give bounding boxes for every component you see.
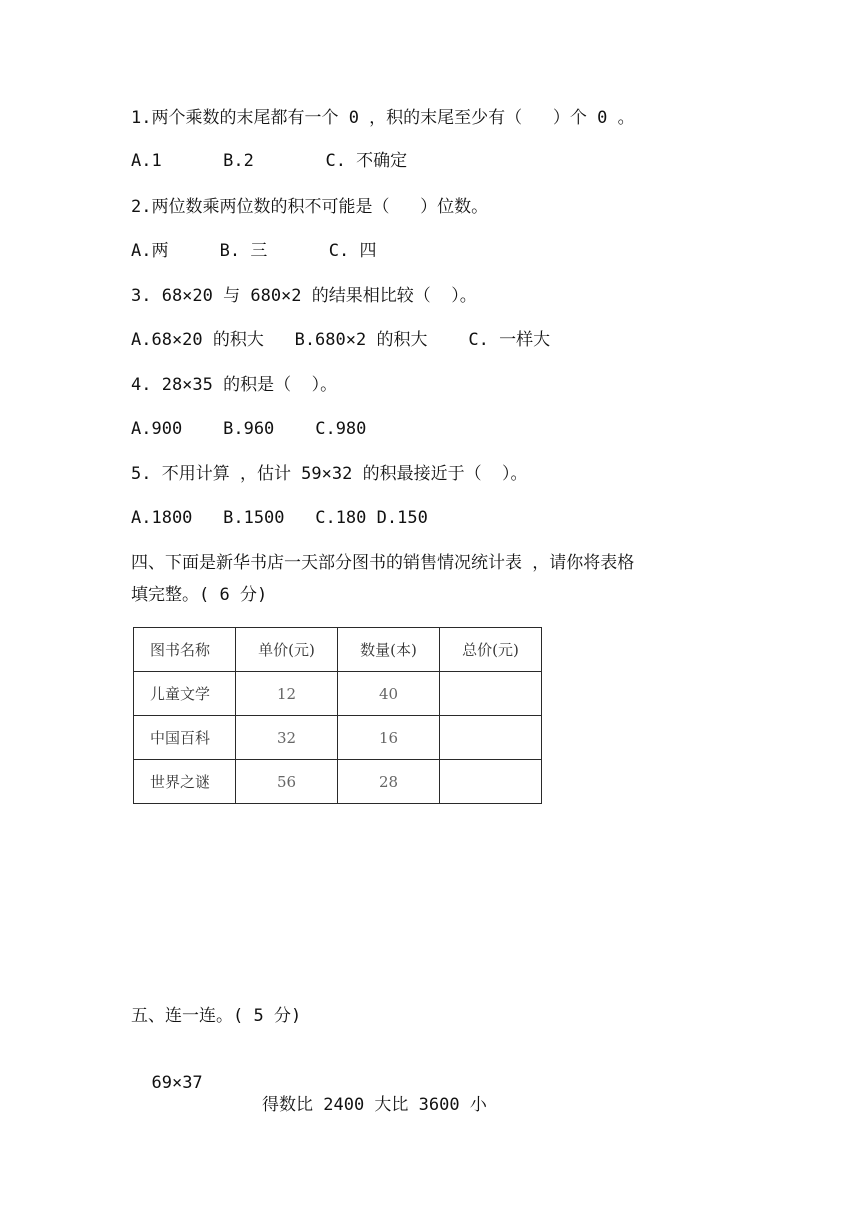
table-row [134,672,542,716]
sales-table [133,627,542,804]
question-3-stem: 3. 68×20 与 680×2 的结果相比较（ ）。 [131,286,477,306]
unit-price-cell: 12 [236,672,338,716]
question-1-stem: 1.两个乘数的末尾都有一个 0 ，积的末尾至少有（ ）个 0 。 [131,108,635,128]
question-4-stem: 4. 28×35 的积是（ ）。 [131,375,338,395]
unit-price-cell: 32 [236,716,338,760]
section-4-title-continued: 填完整。( 6 分) [131,585,268,605]
table-header-cell: 图书名称 [134,628,236,672]
question-2-stem: 2.两位数乘两位数的积不可能是（ ）位数。 [131,197,489,217]
table-header-row [134,628,542,672]
book-name-cell: 中国百科 [134,716,236,760]
matching-left-expression[interactable]: 69×37 [151,1073,203,1093]
question-5-options: A.1800 B.1500 C.180 D.150 [131,508,428,528]
section-5-title: 五、连一连。( 5 分) [131,1006,302,1026]
matching-row [131,1050,487,1116]
book-name-cell: 世界之谜 [134,760,236,804]
table-header-cell: 单价(元) [236,628,338,672]
question-3-options: A.68×20 的积大 B.680×2 的积大 C. 一样大 [131,330,551,350]
book-name-cell: 儿童文学 [134,672,236,716]
table-row [134,760,542,804]
quantity-cell: 40 [338,672,440,716]
quantity-cell: 28 [338,760,440,804]
section-4-title: 四、下面是新华书店一天部分图书的销售情况统计表 ，请你将表格 [131,553,635,573]
question-5-stem: 5. 不用计算 ，估计 59×32 的积最接近于（ ）。 [131,464,528,484]
quantity-cell: 16 [338,716,440,760]
total-price-cell[interactable] [440,716,542,760]
question-2-options: A.两 B. 三 C. 四 [131,241,377,261]
table-row [134,716,542,760]
unit-price-cell: 56 [236,760,338,804]
question-4-options: A.900 B.960 C.980 [131,419,367,439]
table-header-cell: 数量(本) [338,628,440,672]
matching-right-description[interactable]: 得数比 2400 大比 3600 小 [262,1095,487,1115]
question-1-options: A.1 B.2 C. 不确定 [131,151,408,171]
table-header-cell: 总价(元) [440,628,542,672]
total-price-cell[interactable] [440,672,542,716]
total-price-cell[interactable] [440,760,542,804]
